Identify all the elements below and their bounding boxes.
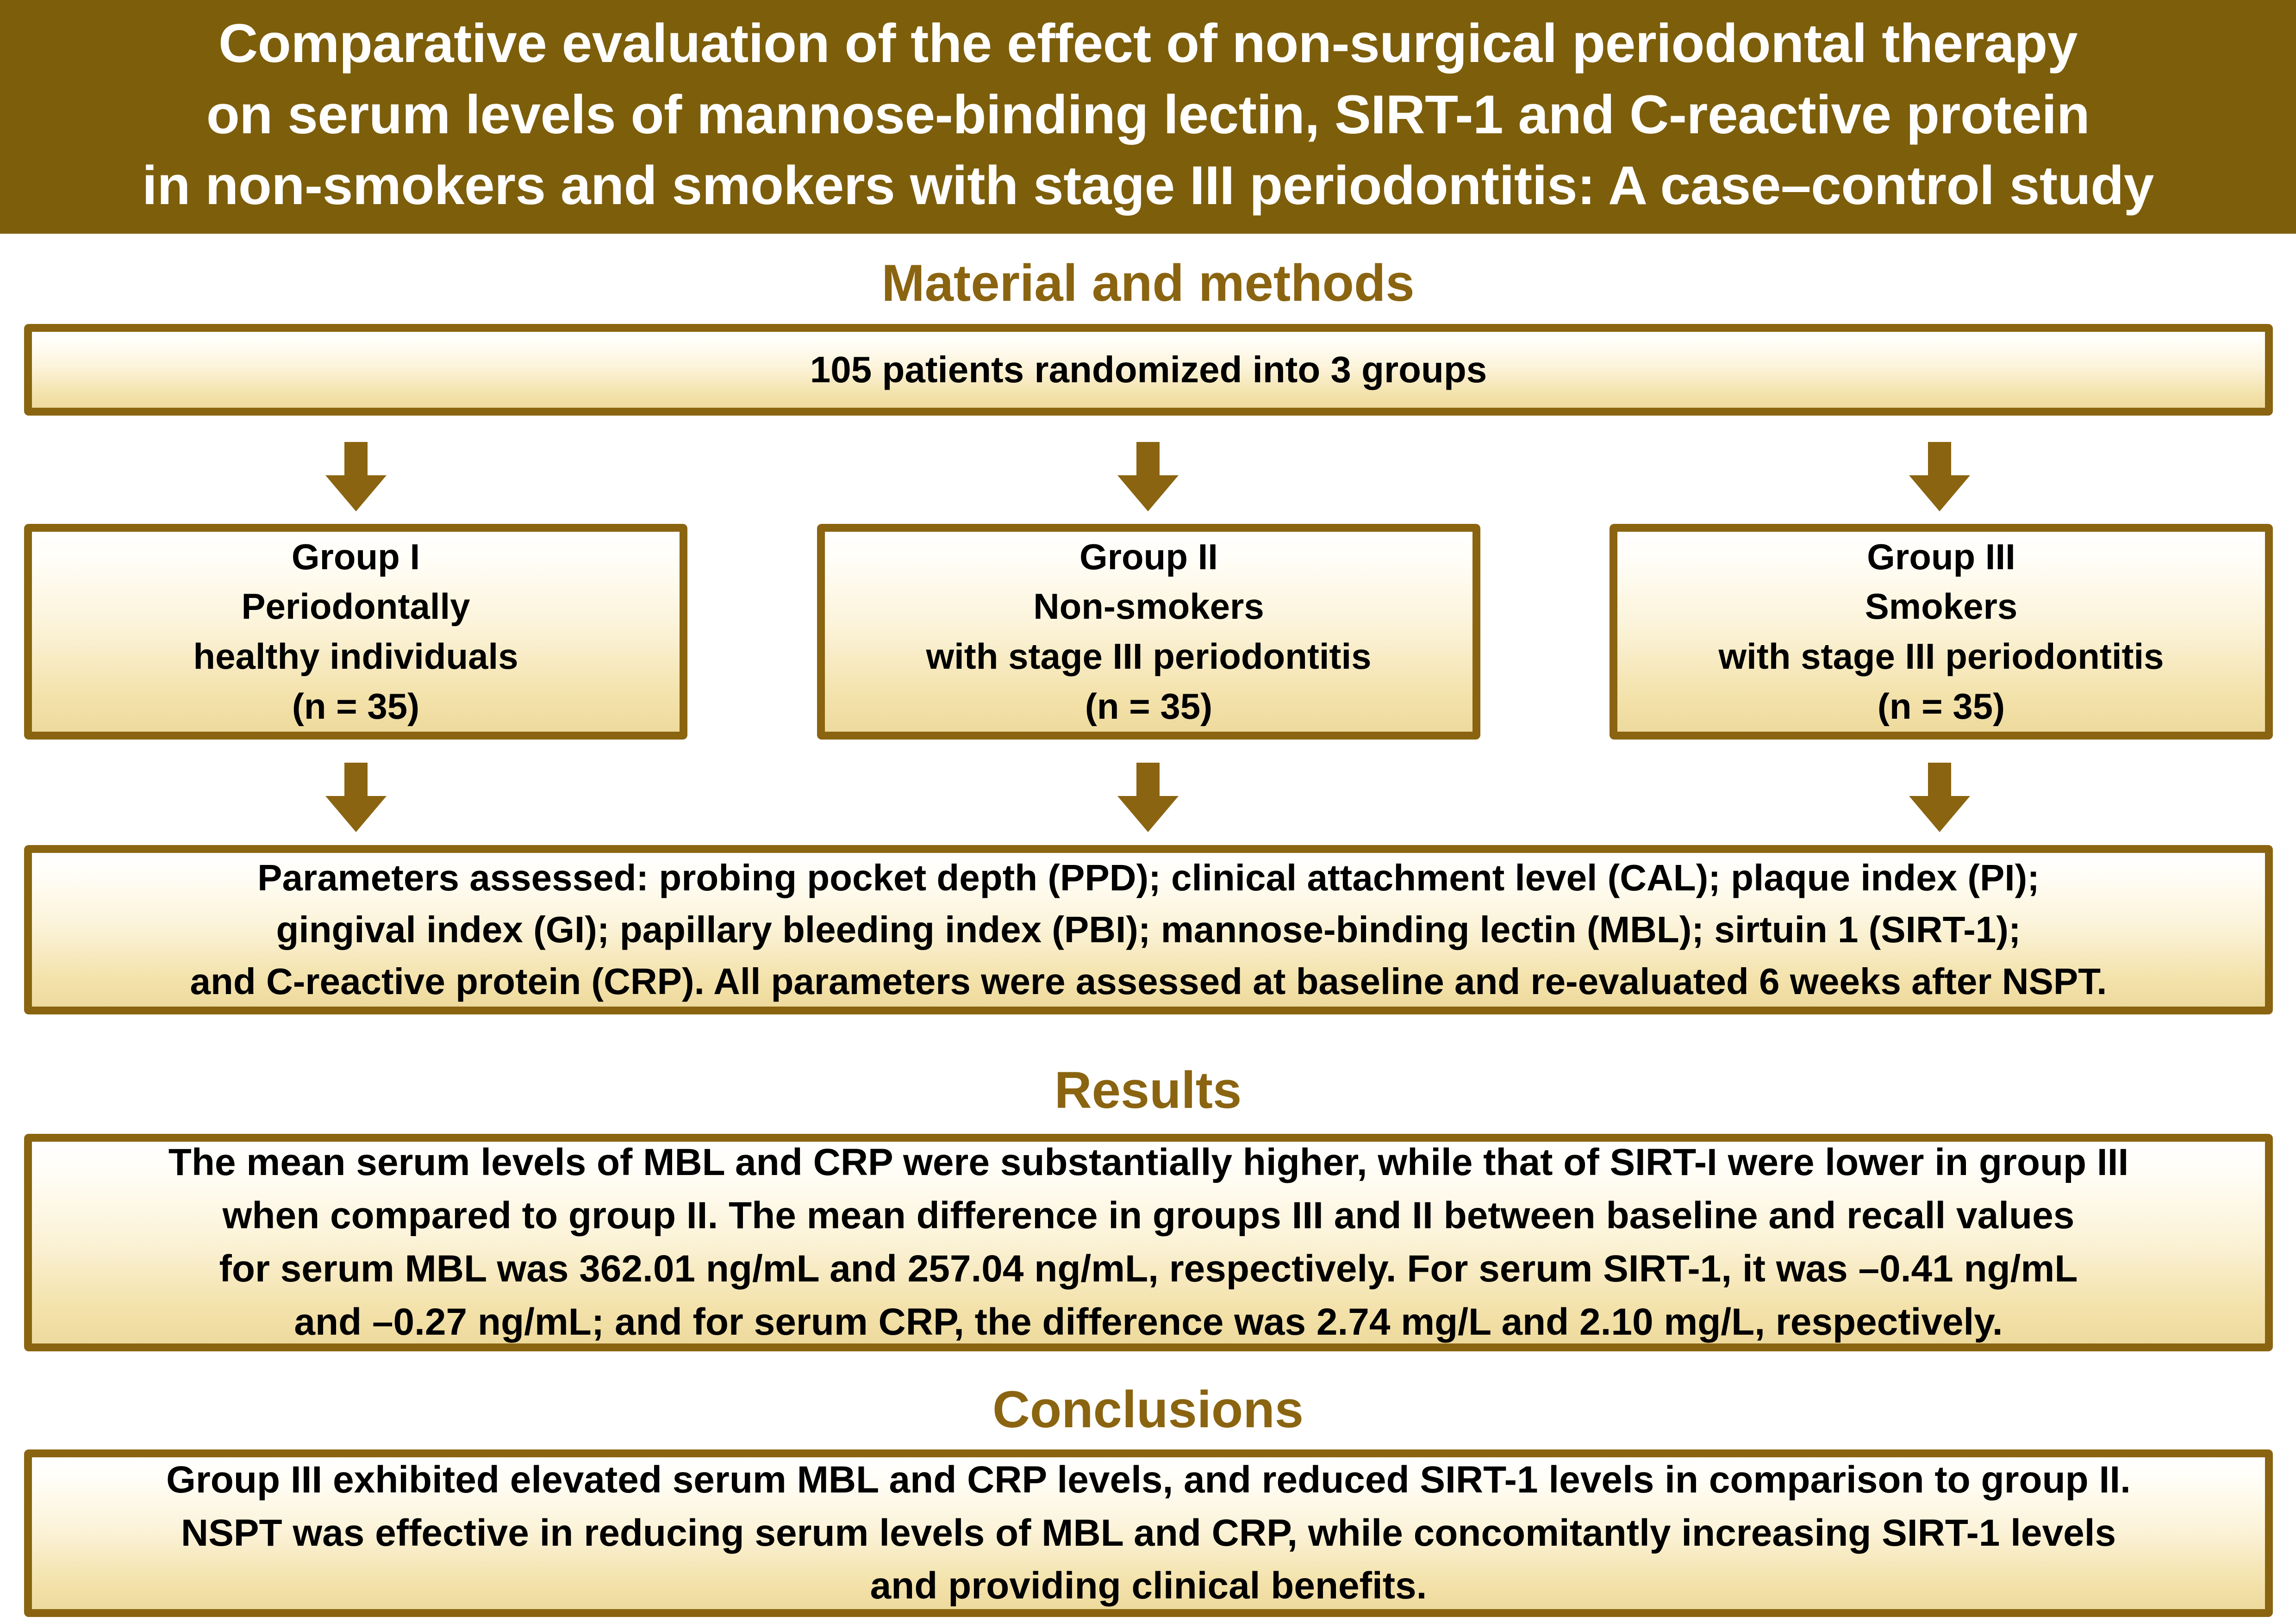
arrow-head [325,796,387,832]
group-3-description-line-2: with stage III periodontitis [1718,636,2164,677]
title-line-3: in non-smokers and smokers with stage III periodontitis: A case–control study [142,155,2154,217]
conclusions-line-3: and providing clinical benefits. [870,1565,1427,1607]
down-arrow-icon-group-2-to-parameters [1117,763,1179,831]
arrow-head [1117,475,1179,511]
down-arrow-icon-group-1-to-parameters [325,763,387,831]
down-arrow-icon-group-3-to-parameters [1909,763,1970,831]
title-line-1: Comparative evaluation of the effect of non-surgical periodontal therapy [218,13,2078,75]
arrow-head [1117,796,1179,832]
parameters-line-1: Parameters assessed: probing pocket depth (PPD); clinical attachment level (CAL); plaque index (PI); [257,857,2040,898]
results-line-1: The mean serum levels of MBL and CRP were substantially higher, while that of SIRT-I were lower in group III [168,1141,2129,1184]
parameters-line-2: gingival index (GI); papillary bleeding index (PBI); mannose-binding lectin (MBL); sirtuin 1 (SIRT-1); [276,909,2021,950]
parameters-line-3: and C-reactive protein (CRP). All parameters were assessed at baseline and re-evaluated 6 weeks after NSPT. [190,961,2107,1002]
results-line-3: for serum MBL was 362.01 ng/mL and 257.04 ng/mL, respectively. For serum SIRT-1, it was –0.41 ng/mL [219,1248,2078,1290]
section-heading-results: Results [1054,1061,1242,1119]
arrow-head [325,475,387,511]
conclusions-line-2: NSPT was effective in reducing serum levels of MBL and CRP, while concomitantly increasing SIRT-1 levels [181,1511,2116,1554]
parameters-assessed-text [44,852,2253,1007]
group-box-3-text [1629,532,2253,732]
conclusions-box [24,1449,2273,1617]
results-line-4: and –0.27 ng/mL; and for serum CRP, the difference was 2.74 mg/L and 2.10 mg/L, respectively. [294,1300,2003,1343]
group-2-label: Group II [1079,536,1218,577]
conclusions-text [44,1454,2253,1613]
arrow-shaft [1928,442,1951,478]
arrow-shaft [1928,763,1951,799]
arrow-shaft [344,763,368,799]
group-2-sample-size: (n = 35) [1085,685,1213,727]
group-box-1 [24,524,687,740]
section-heading-material-and-methods: Material and methods [881,254,1415,312]
group-3-description-line-1: Smokers [1865,586,2018,627]
down-arrow-icon-to-group-2 [1117,442,1179,510]
group-1-description-line-2: healthy individuals [193,636,518,677]
group-2-description-line-2: with stage III periodontitis [926,636,1372,677]
group-box-3 [1610,524,2273,740]
group-2-description-line-1: Non-smokers [1033,586,1264,627]
results-line-2: when compared to group II. The mean difference in groups III and II between baseline and recall values [222,1194,2075,1237]
title-banner [0,0,2296,234]
title-line-2: on serum levels of mannose-binding lectin, SIRT-1 and C-reactive protein [206,84,2090,145]
arrow-shaft [1136,763,1160,799]
arrow-head [1909,475,1970,511]
results-box [24,1134,2273,1351]
conclusions-line-1: Group III exhibited elevated serum MBL and CRP levels, and reduced SIRT-1 levels in comparison to group II. [166,1458,2131,1501]
group-1-sample-size: (n = 35) [292,685,420,727]
down-arrow-icon-to-group-3 [1909,442,1970,510]
group-1-description-line-1: Periodontally [241,586,470,627]
results-text [44,1136,2253,1349]
enrollment-box-text: 105 patients randomized into 3 groups [810,348,1487,390]
enrollment-box [24,324,2273,416]
group-3-sample-size: (n = 35) [1877,685,2005,727]
group-box-2-text [837,532,1460,732]
group-box-2 [817,524,1480,740]
group-box-1-text [44,532,668,732]
arrow-shaft [344,442,368,478]
group-1-label: Group I [291,536,420,577]
group-3-label: Group III [1867,536,2015,577]
parameters-assessed-box [24,845,2273,1014]
arrow-shaft [1136,442,1160,478]
arrow-head [1909,796,1970,832]
down-arrow-icon-to-group-1 [325,442,387,510]
section-heading-conclusions: Conclusions [992,1380,1304,1438]
